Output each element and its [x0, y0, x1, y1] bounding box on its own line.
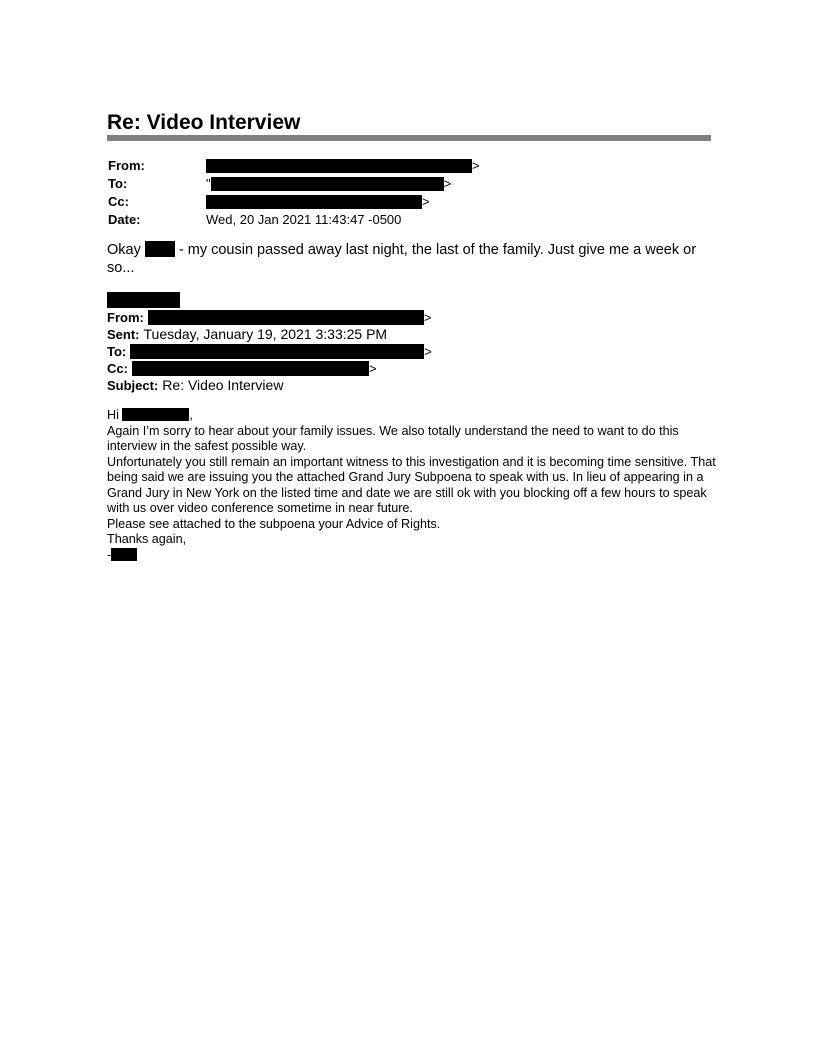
message-paragraph: Unfortunately you still remain an important witness to this investigation and it is becoming time sensitive. That being said we are issuing you the attached Grand Jury Subpoena to speak with us. In lieu of appearing in a Grand Jury in New York on the listed time and date we are still ok with you blocking off a few hours to speak with us over video conference sometime in near future. [107, 454, 716, 515]
date-value: Wed, 20 Jan 2021 11:43:47 -0500 [206, 212, 402, 227]
signature-line: - [107, 548, 719, 564]
redaction-block [145, 241, 175, 257]
cc-value: > [206, 194, 430, 210]
message-paragraph: Again I’m sorry to hear about your family issues. We also totally understand the need to want to do this interview in the safest possible way. [107, 423, 679, 453]
closing-line: Thanks again, [107, 532, 187, 546]
quoted-to-line: To: > [107, 344, 432, 359]
quoted-message-body [107, 408, 719, 563]
reply-body: Okay - my cousin passed away last night, the last of the family. Just give me a week or so... [107, 242, 697, 276]
quoted-subject-line: Subject: Re: Video Interview [107, 377, 284, 393]
date-label: Date: [108, 212, 141, 227]
redaction-block [206, 195, 422, 209]
from-label: From: [108, 158, 145, 173]
redaction-block [132, 361, 369, 376]
redaction-block [211, 177, 444, 191]
quoted-sent-line: Sent: Tuesday, January 19, 2021 3:33:25 PM [107, 326, 388, 342]
to-value: " > [206, 176, 452, 191]
greeting-line: Hi , [107, 408, 193, 422]
to-label: To: [108, 176, 128, 191]
quoted-from-line: From: > [107, 310, 432, 325]
cc-label: Cc: [108, 194, 129, 209]
redaction-block [122, 408, 189, 421]
redaction-block [107, 292, 180, 308]
redaction-block [111, 548, 137, 561]
redaction-block [130, 344, 424, 359]
from-value: > [206, 158, 480, 174]
redaction-block [206, 159, 472, 173]
message-paragraph: Please see attached to the subpoena your Advice of Rights. [107, 516, 441, 531]
email-subject-title: Re: Video Interview [107, 111, 301, 134]
redaction-block [148, 310, 424, 325]
quoted-cc-line: Cc: > [107, 361, 377, 376]
title-rule [107, 135, 711, 141]
